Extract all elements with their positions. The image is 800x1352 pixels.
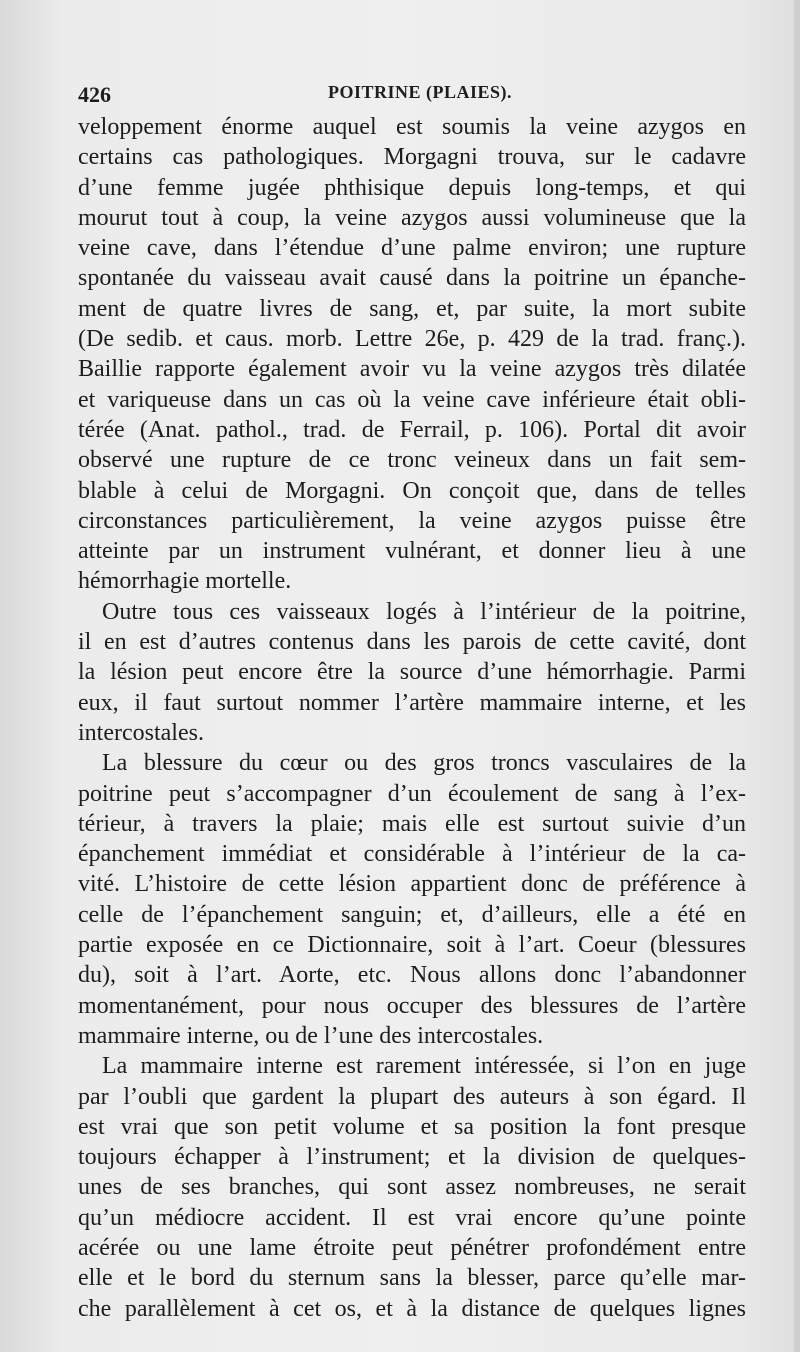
text-line: Baillie rapporte également avoir vu la veine azygos très dilatée bbox=[78, 356, 746, 383]
text-line: ment de quatre livres de sang, et, par suite, la mort subite bbox=[78, 295, 746, 322]
text-line: elle et le bord du sternum sans la blesser, parce qu’elle mar- bbox=[78, 1265, 746, 1292]
text-line: toujours échapper à l’instrument; et la division de quelques- bbox=[78, 1144, 746, 1171]
text-line: par l’oubli que gardent la plupart des auteurs à son égard. Il bbox=[78, 1083, 746, 1110]
text-line: che parallèlement à cet os, et à la distance de quelques lignes bbox=[78, 1295, 746, 1322]
text-line: circonstances particulièrement, la veine azygos puisse être bbox=[78, 507, 746, 534]
text-line: hémorrhagie mortelle. bbox=[78, 568, 292, 595]
text-line: vité. L’histoire de cette lésion appartient donc de préférence à bbox=[78, 871, 746, 898]
page-edge bbox=[794, 0, 800, 1352]
text-line: Outre tous ces vaisseaux logés à l’intérieur de la poitrine, bbox=[102, 598, 746, 625]
text-line: certains cas pathologiques. Morgagni trouva, sur le cadavre bbox=[78, 144, 746, 171]
text-line: épanchement immédiat et considérable à l’intérieur de la ca- bbox=[78, 841, 746, 868]
text-line: il en est d’autres contenus dans les parois de cette cavité, dont bbox=[78, 629, 746, 656]
text-line: La blessure du cœur ou des gros troncs vasculaires de la bbox=[102, 750, 746, 777]
text-line: observé une rupture de ce tronc veineux dans un fait sem- bbox=[78, 447, 746, 474]
text-line: mammaire interne, ou de l’une des intercostales. bbox=[78, 1022, 544, 1049]
body-text bbox=[78, 112, 746, 1324]
text-line: La mammaire interne est rarement intéressée, si l’on en juge bbox=[102, 1053, 746, 1080]
text-line: poitrine peut s’accompagner d’un écoulement de sang à l’ex- bbox=[78, 780, 746, 807]
text-line: la lésion peut encore être la source d’une hémorrhagie. Parmi bbox=[78, 659, 746, 686]
text-line: momentanément, pour nous occuper des blessures de l’artère bbox=[78, 992, 746, 1019]
text-line: unes de ses branches, qui sont assez nombreuses, ne serait bbox=[78, 1174, 746, 1201]
text-line: celle de l’épanchement sanguin; et, d’ailleurs, elle a été en bbox=[78, 901, 746, 928]
running-title: POITRINE (PLAIES). bbox=[328, 82, 513, 102]
text-line: mourut tout à coup, la veine azygos aussi volumineuse que la bbox=[78, 204, 746, 231]
text-line: blable à celui de Morgagni. On conçoit que, dans de telles bbox=[78, 477, 746, 504]
text-line: atteinte par un instrument vulnérant, et donner lieu à une bbox=[78, 538, 746, 565]
text-line: du), soit à l’art. Aorte, etc. Nous allons donc l’abandonner bbox=[78, 962, 746, 989]
text-line: veine cave, dans l’étendue d’une palme environ; une rupture bbox=[78, 235, 746, 262]
page-header bbox=[78, 82, 746, 112]
text-line: veloppement énorme auquel est soumis la veine azygos en bbox=[78, 114, 746, 140]
text-line: térieur, à travers la plaie; mais elle est surtout suivie d’un bbox=[78, 810, 746, 837]
text-line: d’une femme jugée phthisique depuis long-temps, et qui bbox=[78, 174, 746, 201]
text-line: qu’un médiocre accident. Il est vrai encore qu’une pointe bbox=[78, 1204, 746, 1231]
text-line: eux, il faut surtout nommer l’artère mammaire interne, et les bbox=[78, 689, 746, 716]
text-line: intercostales. bbox=[78, 719, 204, 746]
text-line: spontanée du vaisseau avait causé dans la poitrine un épanche- bbox=[78, 265, 746, 292]
text-line: partie exposée en ce Dictionnaire, soit à l’art. Coeur (blessures bbox=[78, 932, 746, 959]
text-line: est vrai que son petit volume et sa position la font presque bbox=[78, 1113, 746, 1140]
text-line: térée (Anat. pathol., trad. de Ferrail, p. 106). Portal dit avoir bbox=[78, 416, 746, 443]
text-line: (De sedib. et caus. morb. Lettre 26e, p. 429 de la trad. franç.). bbox=[78, 326, 746, 353]
text-line: acérée ou une lame étroite peut pénétrer profondément entre bbox=[78, 1234, 746, 1261]
text-line: et variqueuse dans un cas où la veine cave inférieure était obli- bbox=[78, 386, 746, 413]
page-number: 426 bbox=[78, 82, 111, 107]
